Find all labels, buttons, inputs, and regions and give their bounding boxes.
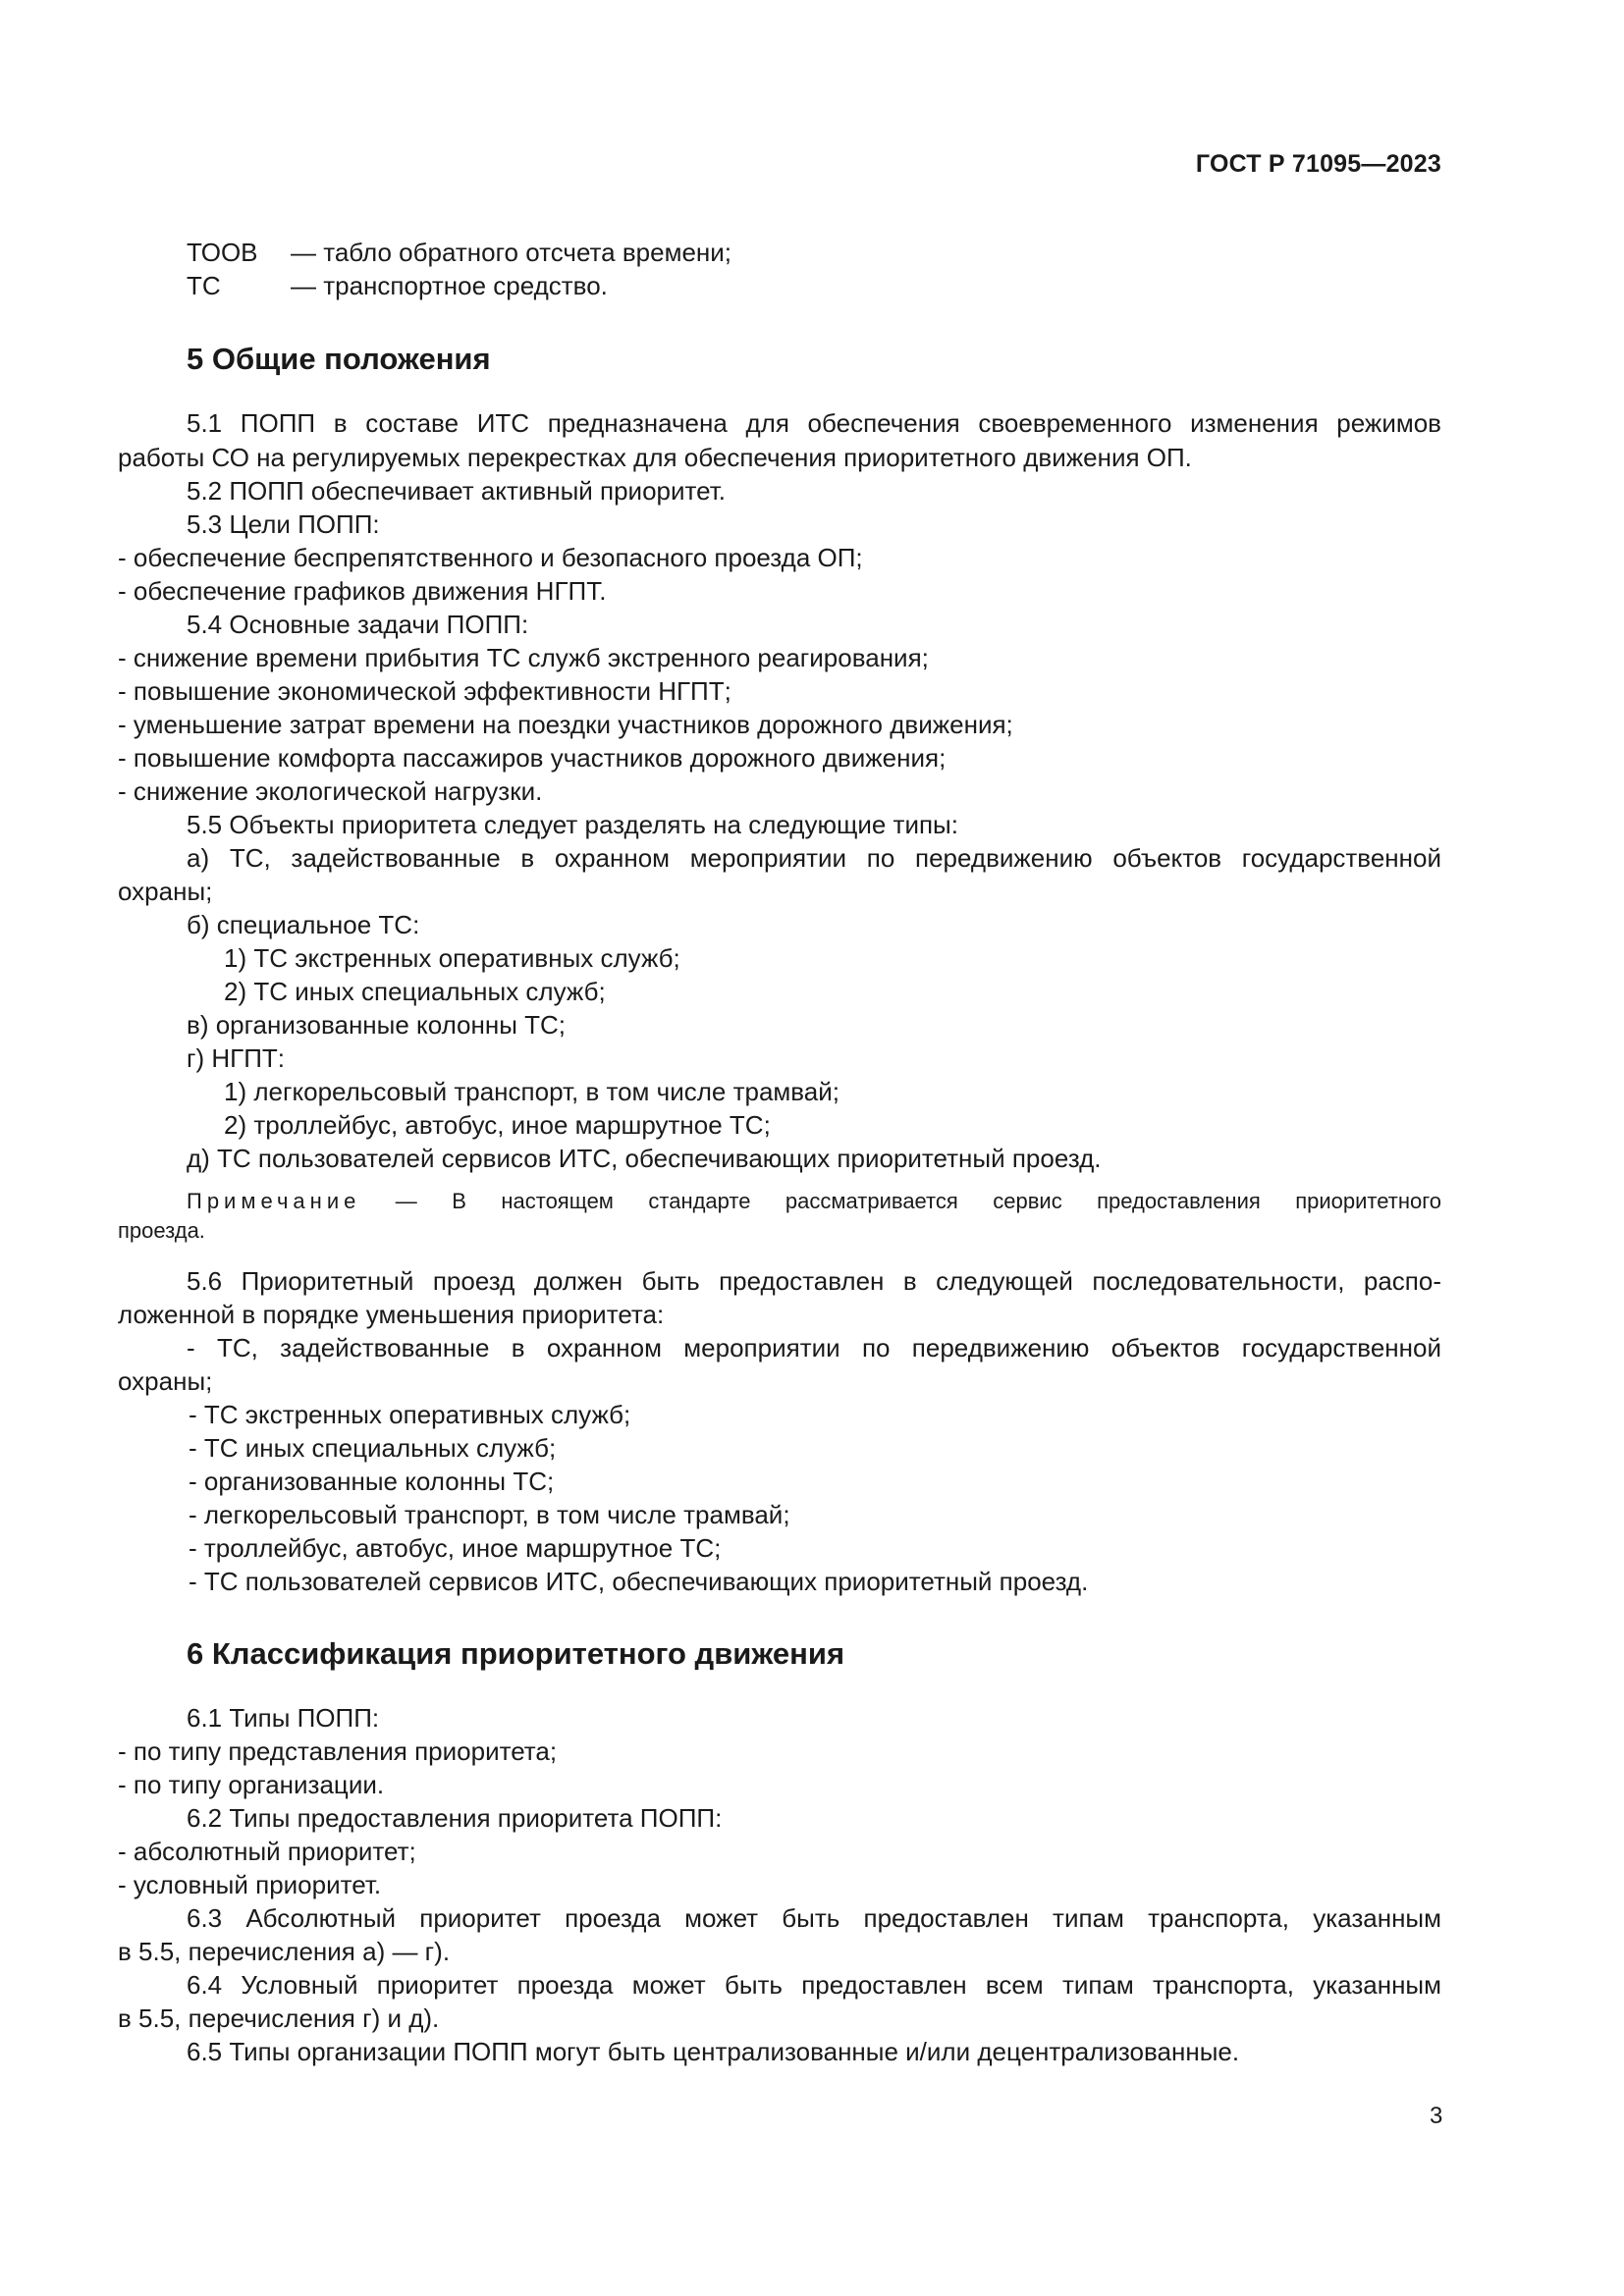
paragraph-6-2: 6.2 Типы предоставления приоритета ПОПП: [187,1803,723,1833]
sub-list-item: 1) легкорельсовый транспорт, в том числе трамвай; [224,1077,840,1106]
list-item: - по типу представления приоритета; [118,1736,558,1766]
note-label: Примечание [187,1189,361,1213]
sub-list-item: 2) троллейбус, автобус, иное маршрутное ТС; [224,1110,771,1140]
list-item: - уменьшение затрат времени на поездки участников дорожного движения; [118,710,1013,739]
paragraph-6-4: 6.4 Условный приоритет проезда может быть предоставлен всем типам транспорта, указанным [187,1970,1441,2000]
list-item: б) специальное ТС: [187,910,420,939]
paragraph-6-3: 6.3 Абсолютный приоритет проезда может быть предоставлен типам транспорта, указанным [187,1903,1441,1933]
list-item: - организованные колонны ТС; [189,1467,555,1496]
list-item-cont: охраны; [118,1366,213,1396]
section-5-title: 5 Общие положения [187,342,491,376]
list-item: - повышение комфорта пассажиров участников дорожного движения; [118,743,947,773]
list-item: - ТС, задействованные в охранном мероприятии по передвижению объектов государственной [187,1333,1441,1362]
paragraph-6-4-cont: в 5.5, перечисления г) и д). [118,2003,440,2033]
list-item: - обеспечение беспрепятственного и безопасного проезда ОП; [118,543,863,572]
document-code-header: ГОСТ Р 71095—2023 [1195,150,1441,178]
note-cont: проезда. [118,1218,205,1243]
list-item: - ТС пользователей сервисов ИТС, обеспечивающих приоритетный проезд. [189,1567,1089,1596]
list-item: - абсолютный приоритет; [118,1837,416,1866]
sub-list-item: 2) ТС иных специальных служб; [224,977,606,1006]
abbreviation-definition: — транспортное средство. [291,271,608,300]
list-item-cont: охраны; [118,877,213,906]
paragraph-6-1: 6.1 Типы ПОПП: [187,1703,380,1733]
abbreviation-definition: — табло обратного отсчета времени; [291,238,732,267]
paragraph-5-5: 5.5 Объекты приоритета следует разделять на следующие типы: [187,810,958,839]
list-item: - условный приоритет. [118,1870,382,1899]
list-item: в) организованные колонны ТС; [187,1010,567,1040]
list-item: - по типу организации. [118,1770,385,1799]
list-item: - снижение времени прибытия ТС служб экстренного реагирования; [118,643,929,672]
paragraph-5-4: 5.4 Основные задачи ПОПП: [187,610,529,639]
abbreviation-term: ТС [187,271,221,300]
list-item: г) НГПТ: [187,1043,286,1073]
paragraph-6-3-cont: в 5.5, перечисления а) — г). [118,1937,451,1966]
section-6-title: 6 Классификация приоритетного движения [187,1636,845,1671]
list-item: а) ТС, задействованные в охранном мероприятии по передвижению объектов государственной [187,843,1441,873]
paragraph-5-1-cont: работы СО на регулируемых перекрестках для обеспечения приоритетного движения ОП. [118,443,1192,472]
list-item: - ТС экстренных оперативных служб; [189,1400,631,1429]
sub-list-item: 1) ТС экстренных оперативных служб; [224,943,680,973]
abbreviation-term: ТООВ [187,238,258,267]
paragraph-5-2: 5.2 ПОПП обеспечивает активный приоритет. [187,476,726,506]
paragraph-5-1: 5.1 ПОПП в составе ИТС предназначена для обеспечения своевременного изменения режимов [187,408,1441,438]
abbreviation-row [187,236,1441,269]
list-item: д) ТС пользователей сервисов ИТС, обеспечивающих приоритетный проезд. [187,1144,1102,1173]
note-text: — В настоящем стандарте рассматривается сервис предоставления приоритетного [395,1189,1441,1213]
list-item: - повышение экономической эффективности НГПТ; [118,676,731,706]
paragraph-5-3: 5.3 Цели ПОПП: [187,509,380,539]
list-item: - ТС иных специальных служб; [189,1433,557,1463]
page-number: 3 [1430,2103,1443,2129]
list-item: - троллейбус, автобус, иное маршрутное ТС; [189,1533,722,1563]
paragraph-5-6-cont: ложенной в порядке уменьшения приоритета: [118,1300,665,1329]
paragraph-5-6: 5.6 Приоритетный проезд должен быть предоставлен в следующей последовательности, распо- [187,1266,1441,1296]
note [187,1187,1441,1216]
abbreviation-row [187,269,1441,302]
paragraph-6-5: 6.5 Типы организации ПОПП могут быть централизованные и/или децентрализованные. [187,2037,1240,2066]
list-item: - снижение экологической нагрузки. [118,776,543,806]
list-item: - обеспечение графиков движения НГПТ. [118,576,607,606]
list-item: - легкорельсовый транспорт, в том числе трамвай; [189,1500,790,1529]
